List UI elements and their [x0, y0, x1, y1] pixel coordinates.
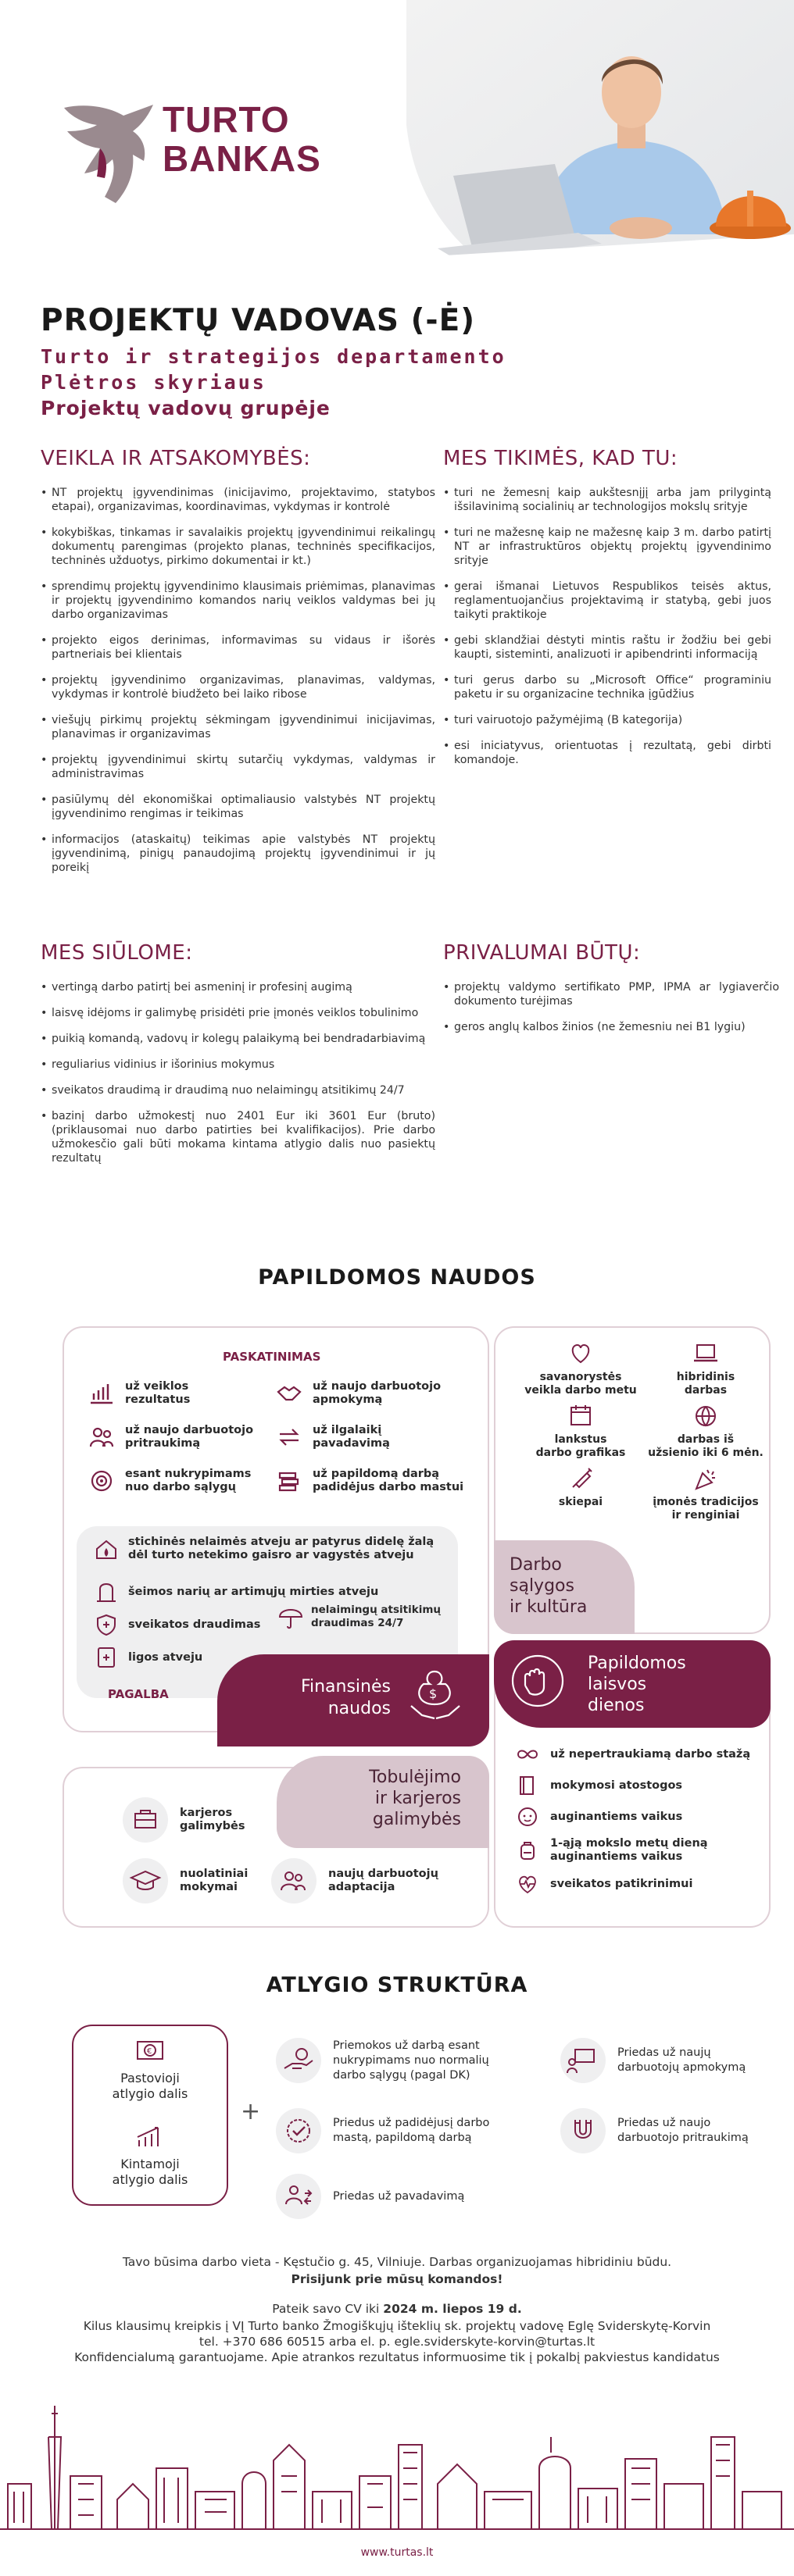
list-item: • puikią komandą, vadovų ir kolegų palaikymą bei bendradarbiavimą [41, 1032, 435, 1046]
house-fire-icon [94, 1536, 119, 1561]
condition-item [647, 1465, 764, 1522]
benefits-heading: PAPILDOMOS NAUDOS [258, 1265, 536, 1290]
leave-bold: sveikatos patikrinimui [550, 1877, 693, 1890]
people-icon [88, 1423, 116, 1451]
leave-title [588, 1653, 686, 1716]
section-heading: MES SIŪLOME: [41, 941, 193, 965]
compensation-text: Priedas už naujo darbuotojo pritraukimą [617, 2117, 749, 2144]
list-item: • informacijos (ataskaitų) teikimas apie valstybės NT projektų įgyvendinimą, pinigų panaudojimą projektų įgyvendinimui ir jų poreikį [41, 833, 435, 875]
section-heading: PRIVALUMAI BŪTŲ: [443, 941, 641, 965]
list-item: • vertingą darbo patirtį bei asmeninį ir profesinį augimą [41, 980, 435, 994]
briefcase-icon [122, 1796, 169, 1843]
job-title: PROJEKTŲ VADOVAS (-Ė) [41, 303, 476, 338]
growth-rest: mokymai [180, 1881, 238, 1893]
help-text: stichinės nelaimės atveju ar patyrus didelę žalą dėl turto netekimo gaisro ar vagystės atveju [128, 1536, 435, 1561]
compensation-heading: ATLYGIO STRUKTŪRA [266, 1973, 528, 1997]
condition-bold: savanorystės [539, 1371, 622, 1383]
leave-bold: auginantiems vaikus [550, 1810, 683, 1823]
incentive-item [88, 1379, 190, 1408]
conditions-title-line1: Darbo [510, 1555, 562, 1575]
advantages-section [443, 941, 779, 1046]
conditions-title-line3: ir kultūra [510, 1597, 588, 1617]
advantages-list [443, 980, 779, 1034]
condition-item [522, 1340, 639, 1397]
chart-icon [88, 1379, 116, 1408]
footer-questions: Kilus klausimų kreipkis į VĮ Turto banko Žmogiškųjų išteklių sk. projektų vadovę Eglę Sviderskytę-Korvin [83, 2319, 711, 2333]
offer-list [41, 980, 435, 1165]
growth-bold: karjeros [180, 1807, 233, 1819]
leave-bold: 1-ąją mokslo metų dieną [550, 1837, 708, 1850]
expectations-list [443, 486, 771, 767]
cv-prefix: Pateik savo CV iki [272, 2302, 380, 2316]
target-icon [88, 1467, 116, 1495]
help-item [94, 1645, 202, 1670]
incentive-item [275, 1379, 441, 1408]
footer-contacts: tel. +370 686 60515 arba el. p. egle.sviderskyte-korvin@turtas.lt [198, 2335, 596, 2349]
growth-title [313, 1767, 461, 1830]
financial-title [266, 1676, 391, 1720]
footer-cv [0, 2301, 794, 2317]
fist-icon [508, 1651, 567, 1714]
list-item: • viešųjų pirkimų projektų sėkmingam įgyvendinimui inicijavimas, planavimas ir organizavimas [41, 713, 435, 741]
compensation-text: Priedas už pavadavimą [333, 2189, 465, 2203]
leave-title-line3: dienos [588, 1696, 645, 1715]
financial-title-line1: Finansinės [300, 1677, 391, 1697]
compensation-item [275, 2037, 533, 2084]
incentive-bold: už naujo darbuotojo [125, 1424, 254, 1436]
conditions-title [510, 1554, 587, 1618]
umbrella-icon [277, 1603, 305, 1631]
compensation-item [560, 2037, 771, 2084]
incentive-item [275, 1423, 390, 1451]
list-item: • turi ne mažesnę kaip ne mažesnę kaip 3 m. darbo patirtį NT ar infrastruktūros objektų projektų įgyvendinimo srityje [443, 526, 771, 568]
leave-rest: auginantiems vaikus [550, 1850, 683, 1863]
website-link[interactable]: www.turtas.lt [360, 2546, 434, 2559]
variable-part-label: Kintamoji atlygio dalis [112, 2157, 188, 2187]
list-item: • projektų įgyvendinimui skirtų sutarčių vykdymas, valdymas ir administravimas [41, 753, 435, 781]
health-shield-icon [94, 1612, 119, 1637]
graduation-icon [122, 1857, 169, 1904]
duties-list [41, 486, 435, 875]
compensation-text: Priedus už padidėjusį darbo mastą, papildomą darbą [333, 2117, 490, 2144]
help-text: ligos atveju [128, 1650, 203, 1664]
list-item: • pasiūlymų dėl ekonomiškai optimaliausio valstybės NT projektų įgyvendinimo rengimas ir teikimas [41, 793, 435, 821]
expectations-section [443, 447, 771, 779]
check-badge-icon [275, 2107, 322, 2154]
list-item: • turi gerus darbo su „Microsoft Office“ programiniu paketu ir su organizacine technika įgūdžius [443, 673, 771, 701]
logo-line2: BANKAS [163, 138, 321, 179]
compensation-item [560, 2107, 771, 2154]
help-item [94, 1612, 260, 1637]
growth-bold: naujų darbuotojų [328, 1868, 438, 1880]
list-item: • turi ne žemesnį kaip aukštesnįjį arba jam prilygintą išsilavinimą socialinių ar technologijos mokslų srityje [443, 486, 771, 514]
condition-rest: darbas [684, 1384, 728, 1397]
medical-icon [94, 1645, 119, 1670]
incentive-bold: už naujo darbuotojo [313, 1380, 442, 1393]
list-item: • esi iniciatyvus, orientuotas į rezultatą, gebi dirbti komandoje. [443, 739, 771, 767]
footer-confidential: Konfidencialumą garantuojame. Apie atrankos rezultatus informuosime tik į pokalbį pakviestus kandidatus [74, 2350, 720, 2364]
compensation-item [275, 2173, 533, 2220]
footer-place: Tavo būsima darbo vieta - Kęstučio g. 45, Vilniuje. Darbas organizuojamas hibridiniu būdu. [122, 2255, 672, 2269]
condition-bold: darbas iš [677, 1433, 735, 1446]
incentive-bold: už papildomą darbą [313, 1468, 440, 1480]
svg-text:$: $ [429, 1686, 438, 1701]
growth-bold: nuolatiniai [180, 1868, 249, 1880]
compensation-text: Priedas už naujų darbuotojų apmokymą [617, 2046, 746, 2074]
incentive-rest: padidėjus darbo mastui [313, 1481, 464, 1493]
incentive-rest: rezultatus [125, 1393, 191, 1406]
leave-title-line2: laisvos [588, 1675, 647, 1694]
condition-item [522, 1403, 639, 1460]
incentive-rest: nuo darbo sąlygų [125, 1481, 236, 1493]
list-item: • gebi sklandžiai dėstyti mintis raštu ir žodžiu bei gebi kaupti, sisteminti, analizuoti ir apibendrinti informaciją [443, 633, 771, 662]
fixed-part [72, 2039, 228, 2102]
condition-bold: hibridinis [676, 1371, 735, 1383]
leave-item [516, 1832, 766, 1868]
condition-rest: užsienio iki 6 mėn. [648, 1447, 764, 1459]
growth-title-line1: Tobulėjimo [369, 1768, 461, 1787]
book-icon [516, 1774, 539, 1797]
list-item: • laisvę idėjoms ir galimybę prisidėti prie įmonės veiklos tobulinimo [41, 1006, 435, 1020]
plus-sign: + [241, 2098, 261, 2125]
growth-rest: galimybės [180, 1820, 245, 1832]
svg-text:€: € [147, 2047, 152, 2056]
laptop-icon [647, 1340, 764, 1371]
growth-chart-icon [72, 2125, 228, 2153]
help-heading: PAGALBA [108, 1687, 169, 1701]
condition-bold: skiepai [558, 1496, 603, 1508]
growth-title-line2: ir karjeros [374, 1789, 461, 1808]
coins-hand-icon [275, 2037, 322, 2084]
footer-join: Prisijunk prie mūsų komandos! [291, 2272, 503, 2286]
growth-rest: adaptacija [328, 1881, 395, 1893]
division-line: Plėtros skyriaus [41, 371, 266, 394]
offer-section [41, 941, 439, 1177]
incentive-rest: pritraukimą [125, 1437, 201, 1450]
condition-item [647, 1340, 764, 1397]
condition-bold: lankstus [554, 1433, 607, 1446]
incentive-rest: pavadavimą [313, 1437, 390, 1450]
calendar-icon [522, 1403, 639, 1433]
leave-bold: mokymosi atostogos [550, 1779, 683, 1792]
condition-rest: darbo grafikas [535, 1447, 626, 1459]
condition-rest: ir renginiai [671, 1509, 740, 1522]
heartbeat-icon [516, 1872, 539, 1896]
condition-item [647, 1403, 764, 1460]
conditions-title-line2: sąlygos [510, 1576, 574, 1596]
logo-line1: TURTO [163, 99, 290, 140]
group-line: Projektų vadovų grupėje [41, 397, 331, 419]
department-block [41, 344, 506, 421]
euro-icon [72, 2039, 228, 2068]
growth-item [270, 1857, 438, 1904]
presentation-icon [560, 2037, 606, 2084]
party-icon [647, 1465, 764, 1496]
vilnius-skyline-illustration [0, 2390, 794, 2531]
help-text: šeimos narių ar artimųjų mirties atveju [128, 1585, 379, 1598]
incentive-grid [88, 1379, 478, 1504]
incentive-bold: už veiklos [125, 1380, 189, 1393]
volunteer-icon [522, 1340, 639, 1371]
section-heading: VEIKLA IR ATSAKOMYBĖS: [41, 447, 311, 470]
condition-item [522, 1465, 639, 1509]
growth-item [122, 1857, 248, 1904]
leave-bold: už nepertraukiamą darbo stažą [550, 1747, 751, 1761]
leave-item [516, 1739, 766, 1770]
help-item [94, 1579, 378, 1604]
syringe-icon [522, 1465, 639, 1496]
money-hands-icon [408, 1667, 463, 1728]
globe-icon [647, 1403, 764, 1433]
list-item: • sprendimų projektų įgyvendinimo klausimais priėmimas, planavimas ir projektų įgyvendinimo komandos narių veiklos valdymas bei jų darbo organizavimas [41, 580, 435, 622]
replace-user-icon [275, 2173, 322, 2220]
incentive-bold: esant nukrypimams [125, 1468, 252, 1480]
memorial-icon [94, 1579, 119, 1604]
leave-item [516, 1868, 766, 1900]
section-heading: MES TIKIMĖS, KAD TU: [443, 447, 678, 470]
list-item: • geros anglų kalbos žinios (ne žemesniu nei B1 lygiu) [443, 1020, 779, 1034]
duties-section [41, 447, 439, 887]
variable-part [72, 2125, 228, 2188]
department-line: Turto ir strategijos departamento [41, 345, 506, 368]
handshake-icon [275, 1379, 303, 1408]
leave-title-line1: Papildomos [588, 1654, 686, 1673]
list-item: • bazinį darbo užmokestį nuo 2401 Eur iki 3601 Eur (bruto) (priklausomai nuo darbo patirties bei kvalifikacijos). Prie darbo užmokesčio gali būti mokama kintama atlygio dalis nuo pasiektų rezultatų [41, 1109, 435, 1165]
incentive-rest: apmokymą [313, 1393, 383, 1406]
cv-date: 2024 m. liepos 19 d. [383, 2302, 522, 2316]
help-text: nelaimingų atsitikimų draudimas 24/7 [311, 1604, 442, 1629]
leave-item [516, 1770, 766, 1801]
incentive-item [275, 1467, 463, 1495]
stack-icon [275, 1467, 303, 1495]
magnet-icon [560, 2107, 606, 2154]
hero-photo [406, 0, 794, 289]
list-item: • NT projektų įgyvendinimas (inicijavimo, projektavimo, statybos etapai), organizavimas, koordinavimas, vykdymas ir kontrolė [41, 486, 435, 514]
infinity-icon [516, 1743, 539, 1766]
logo-wordmark [163, 100, 321, 178]
incentive-item [88, 1423, 253, 1451]
growth-item [122, 1796, 245, 1843]
help-text: sveikatos draudimas [128, 1618, 261, 1631]
incentive-heading: PASKATINIMAS [223, 1350, 321, 1364]
incentive-bold: už ilgalaikį [313, 1424, 382, 1436]
list-item: • reguliarius vidinius ir išorinius mokymus [41, 1058, 435, 1072]
list-item: • turi vairuotojo pažymėjimą (B kategorija) [443, 713, 771, 727]
list-item: • kokybiškas, tinkamas ir savalaikis projektų įgyvendinimui reikalingų dokumentų parengimas (projekto planas, techninės specifikacijos, techninės užduotys, pirkimo dokumentai ir kt.) [41, 526, 435, 568]
list-item: • projekto eigos derinimas, informavimas su vidaus ir išorės partneriais bei klientais [41, 633, 435, 662]
list-item: • gerai išmanai Lietuvos Respublikos teisės aktus, reglamentuojančius projektavimą ir statybą, gebi juos taikyti praktikoje [443, 580, 771, 622]
list-item: • projektų valdymo sertifikato PMP, IPMA ar lygiaverčio dokumento turėjimas [443, 980, 779, 1008]
condition-rest: veikla darbo metu [524, 1384, 637, 1397]
list-item: • projektų įgyvendinimo organizavimas, planavimas, valdymas, vykdymas ir kontrolė biudžeto bei laiko ribose [41, 673, 435, 701]
leave-list [516, 1739, 766, 1900]
compensation-item [275, 2107, 533, 2154]
financial-title-line2: naudos [327, 1699, 391, 1718]
griffin-logo-icon [61, 100, 163, 209]
help-item [277, 1603, 449, 1631]
swap-icon [275, 1423, 303, 1451]
fixed-part-label: Pastovioji atlygio dalis [112, 2071, 188, 2101]
condition-bold: įmonės tradicijos [653, 1496, 759, 1508]
baby-icon [516, 1805, 539, 1829]
backpack-icon [516, 1839, 539, 1862]
conditions-grid [494, 1340, 771, 1525]
leave-item [516, 1801, 766, 1832]
help-item [94, 1536, 453, 1562]
growth-title-line3: galimybės [372, 1810, 461, 1829]
compensation-text: Priemokos už darbą esant nukrypimams nuo normalių darbo sąlygų (pagal DK) [333, 2039, 489, 2082]
incentive-item [88, 1467, 251, 1495]
list-item: • sveikatos draudimą ir draudimą nuo nelaimingų atsitikimų 24/7 [41, 1083, 435, 1097]
team-icon [270, 1857, 317, 1904]
